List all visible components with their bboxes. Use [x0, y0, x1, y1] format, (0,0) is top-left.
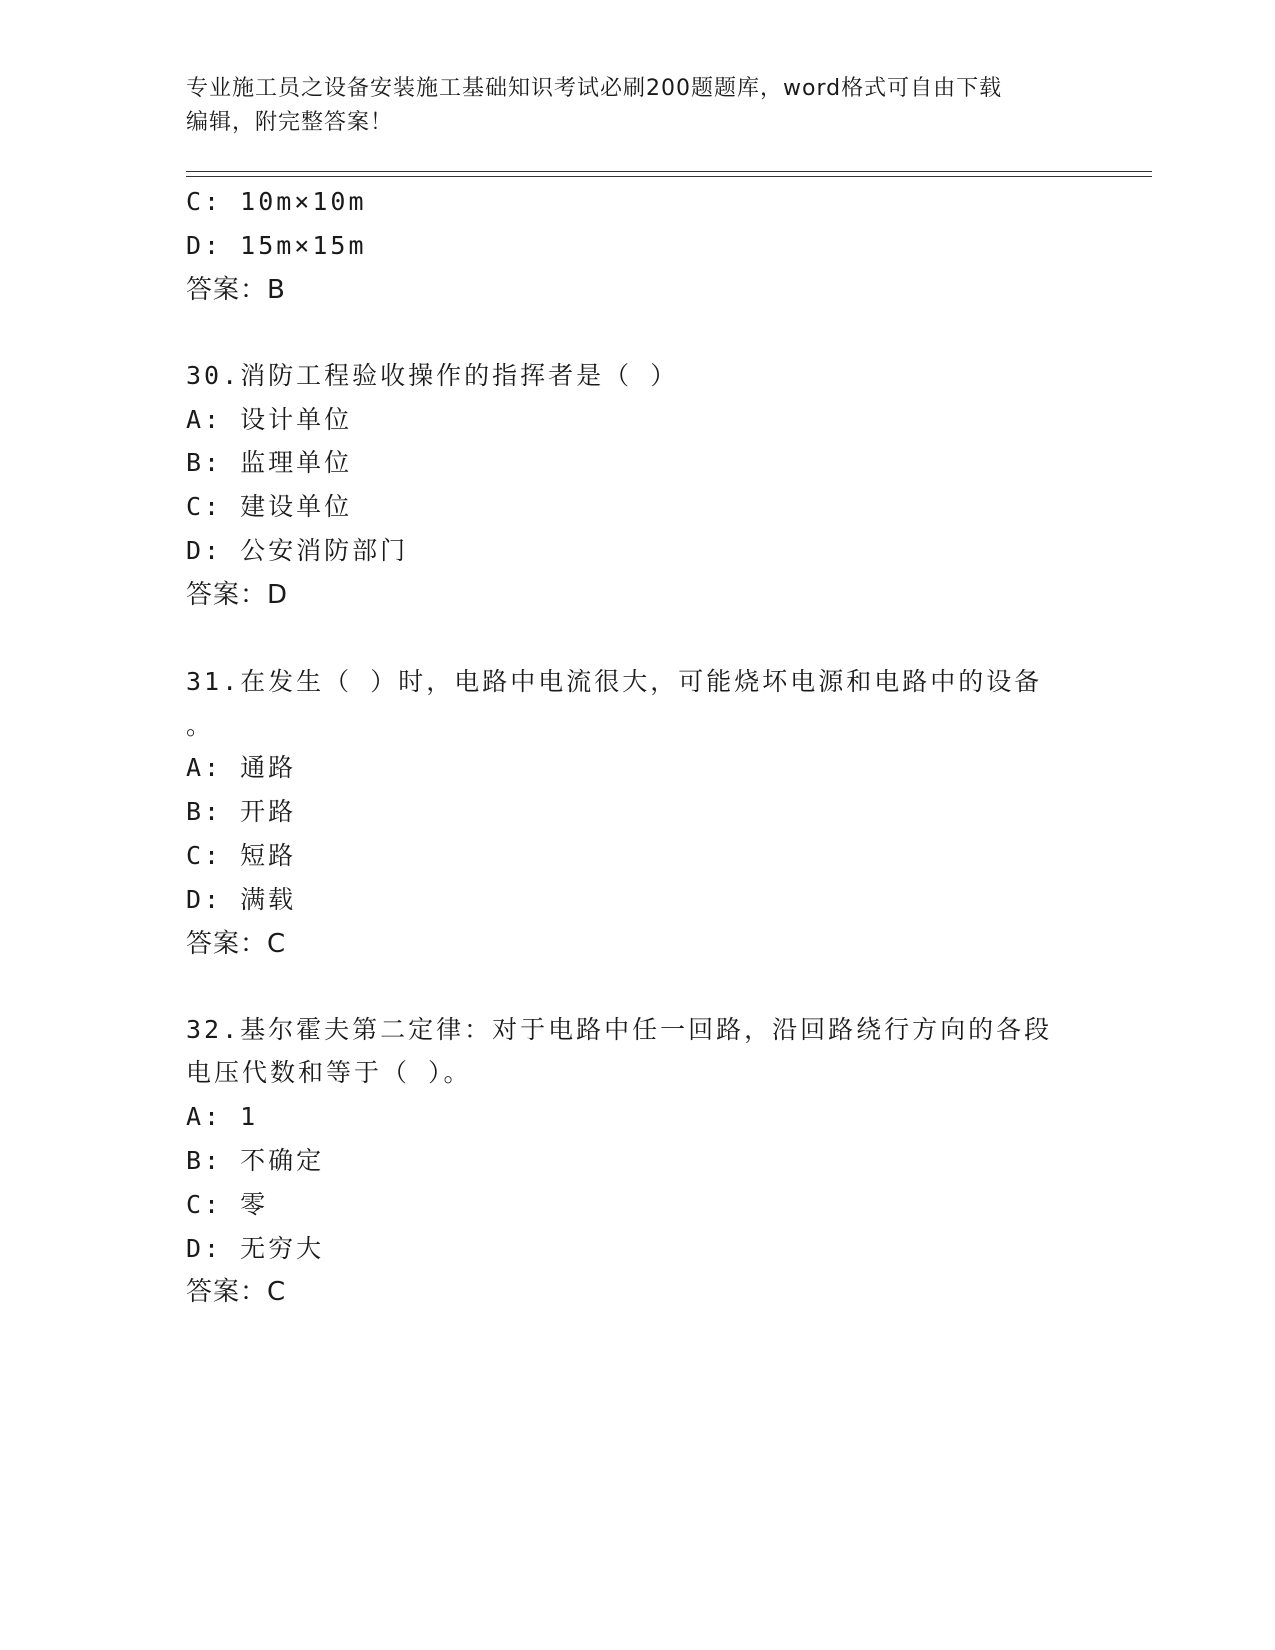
- option-d: D: 15m×15m: [186, 231, 367, 260]
- option-c: C: 建设单位: [186, 492, 353, 521]
- option-a: A: 1: [186, 1102, 259, 1131]
- option-c: C: 短路: [186, 841, 297, 870]
- option-d: D: 无穷大: [186, 1234, 325, 1263]
- question-stem-line2: 。: [186, 711, 215, 740]
- answer-label: 答案：C: [186, 929, 287, 959]
- header-title-line1: 专业施工员之设备安装施工基础知识考试必刷200题题库，word格式可自由下载: [186, 76, 1003, 101]
- answer-label: 答案：C: [186, 1277, 287, 1307]
- header-title: [186, 72, 1086, 140]
- option-c: C: 10m×10m: [186, 187, 367, 216]
- question-stem-line2: 电压代数和等于（ ）。: [186, 1058, 472, 1087]
- question-stem-line1: 31.在发生（ ）时，电路中电流很大，可能烧坏电源和电路中的设备: [186, 667, 1043, 696]
- question-stem: 30.消防工程验收操作的指挥者是（ ）: [186, 361, 679, 390]
- option-b: B: 监理单位: [186, 448, 353, 477]
- answer-label: 答案：B: [186, 275, 286, 305]
- header-divider-top: [186, 171, 1152, 172]
- option-d: D: 公安消防部门: [186, 536, 409, 565]
- header-title-line2: 编辑，附完整答案！: [186, 110, 394, 135]
- option-a: A: 设计单位: [186, 405, 353, 434]
- option-c: C: 零: [186, 1190, 269, 1219]
- option-b: B: 开路: [186, 797, 297, 826]
- header-divider-bottom: [186, 176, 1152, 177]
- option-d: D: 满载: [186, 885, 297, 914]
- question-stem-line1: 32.基尔霍夫第二定律：对于电路中任一回路，沿回路绕行方向的各段: [186, 1015, 1053, 1044]
- answer-label: 答案：D: [186, 580, 289, 610]
- option-b: B: 不确定: [186, 1146, 325, 1175]
- option-a: A: 通路: [186, 753, 297, 782]
